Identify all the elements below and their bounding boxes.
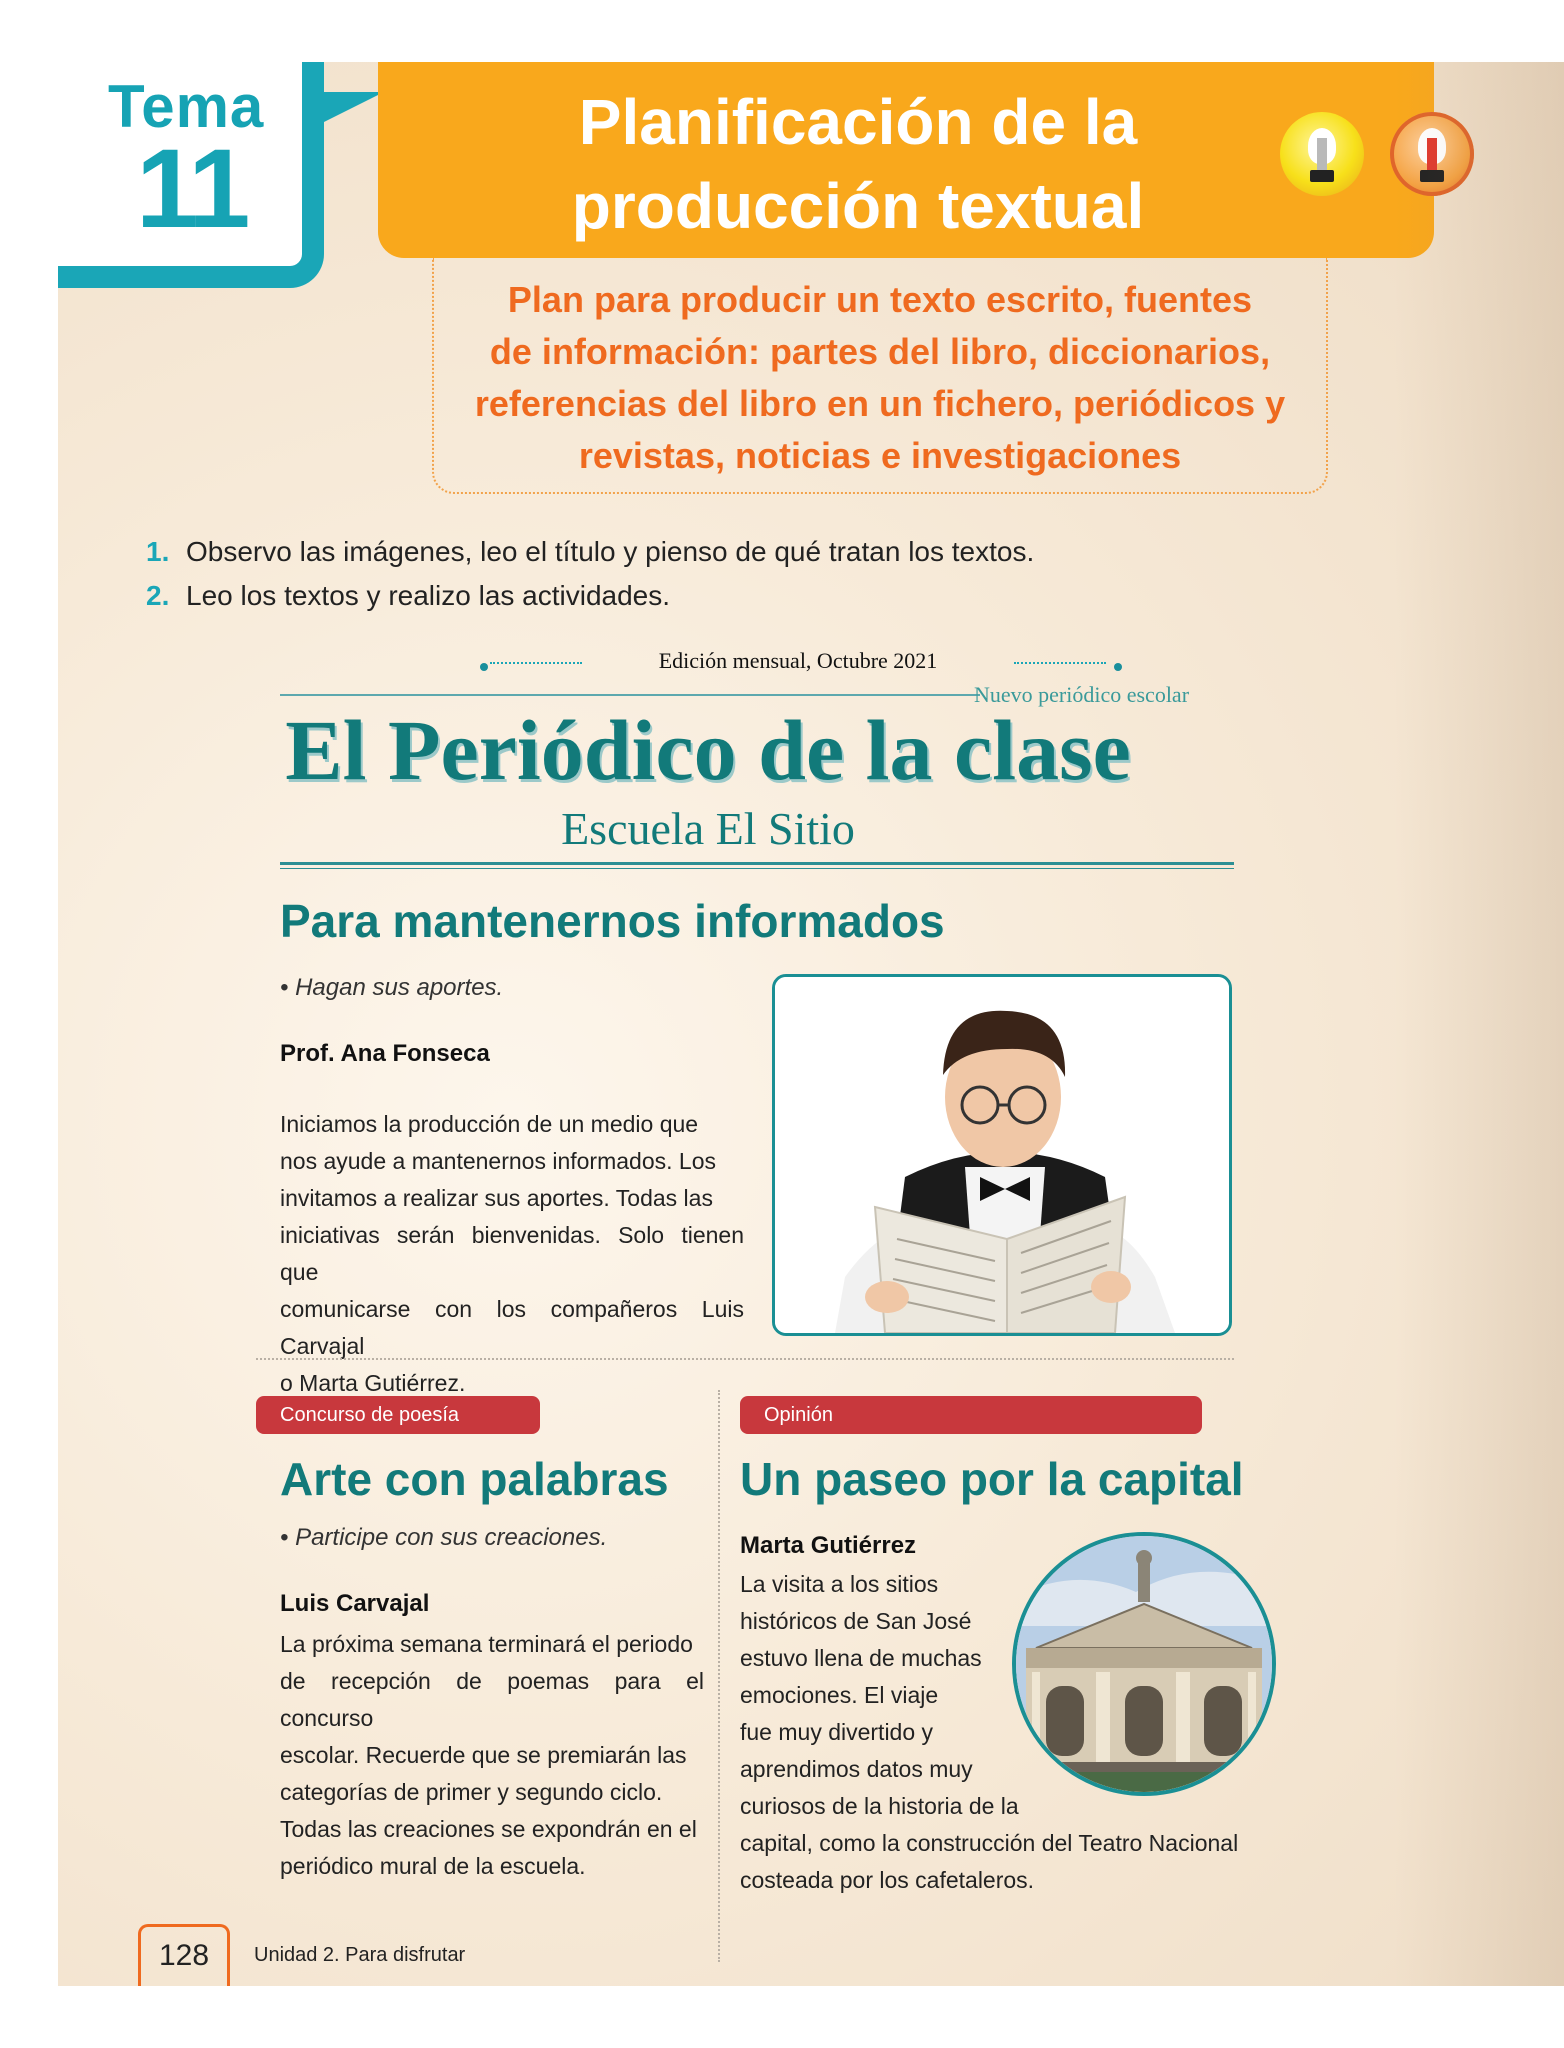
instruction-text: Leo los textos y realizo las actividades. bbox=[186, 580, 671, 611]
article-heading: Para mantenernos informados bbox=[280, 895, 945, 947]
body-line: comunicarse con los compañeros Luis Carvajal bbox=[280, 1296, 744, 1359]
poetry-heading: Arte con palabras bbox=[280, 1453, 669, 1505]
school-name: Escuela El Sitio bbox=[561, 803, 855, 854]
header-rule bbox=[280, 694, 980, 696]
tema-label: Tema bbox=[108, 73, 265, 140]
body-line: Todas las creaciones se expondrán en el bbox=[280, 1816, 697, 1842]
article-author: Prof. Ana Fonseca bbox=[280, 1040, 490, 1067]
theater-photo bbox=[1012, 1532, 1276, 1796]
page-number: 128 bbox=[138, 1924, 230, 1986]
subtitle bbox=[464, 274, 1296, 482]
boy-reading-photo bbox=[772, 974, 1232, 1336]
subtitle-line: revistas, noticias e investigaciones bbox=[578, 435, 1182, 476]
edition-dot-right bbox=[1114, 663, 1122, 671]
body-line: nos ayude a mantenernos informados. Los bbox=[280, 1148, 716, 1174]
body-line: de recepción de poemas para el concurso bbox=[280, 1668, 704, 1731]
body-line: La próxima semana terminará el periodo bbox=[280, 1631, 693, 1657]
opinion-tag: Opinión bbox=[740, 1396, 1202, 1434]
tema-number: 11 bbox=[136, 126, 247, 251]
lightbulb-icon bbox=[1280, 112, 1364, 196]
title-banner bbox=[378, 62, 1434, 258]
poetry-bullet-text: Participe con sus creaciones. bbox=[295, 1524, 608, 1551]
subtitle-line: de información: partes del libro, diccionarios, bbox=[489, 331, 1271, 372]
edition-label: Edición mensual, Octubre 2021 bbox=[478, 648, 1118, 674]
instruction-item bbox=[146, 574, 1034, 618]
opinion-heading: Un paseo por la capital bbox=[740, 1453, 1244, 1505]
instruction-number: 1. bbox=[146, 536, 170, 567]
article-bullet-text: Hagan sus aportes. bbox=[295, 974, 504, 1001]
page-title bbox=[508, 80, 1208, 248]
body-line: emociones. El viaje bbox=[740, 1682, 939, 1708]
article-bullet: • Hagan sus aportes. bbox=[280, 974, 504, 1001]
body-line: categorías de primer y segundo ciclo. bbox=[280, 1779, 663, 1805]
body-line: aprendimos datos muy bbox=[740, 1756, 973, 1782]
poetry-author: Luis Carvajal bbox=[280, 1590, 430, 1617]
masthead-rule-thin bbox=[280, 868, 1234, 869]
instruction-item bbox=[146, 530, 1034, 574]
newspaper-tagline: Nuevo periódico escolar bbox=[974, 682, 1190, 707]
badge-connector bbox=[324, 92, 384, 122]
subtitle-box bbox=[432, 258, 1328, 494]
body-line: históricos de San José bbox=[740, 1608, 972, 1634]
body-line: periódico mural de la escuela. bbox=[280, 1853, 586, 1879]
body-line: curiosos de la historia de la bbox=[740, 1793, 1019, 1819]
section-divider bbox=[256, 1358, 1234, 1360]
lightbulb-pencil-icon bbox=[1390, 112, 1474, 196]
tema-badge bbox=[58, 62, 324, 288]
body-line: La visita a los sitios bbox=[740, 1571, 939, 1597]
title-line: Planificación de la bbox=[578, 86, 1138, 158]
textbook-page bbox=[58, 62, 1564, 1986]
body-line: costeada por los cafetaleros. bbox=[740, 1867, 1035, 1893]
newspaper-title: El Periódico de la clase bbox=[285, 702, 1131, 798]
title-line: producción textual bbox=[571, 170, 1145, 242]
subtitle-line: Plan para producir un texto escrito, fuentes bbox=[507, 279, 1253, 320]
body-line: escolar. Recuerde que se premiarán las bbox=[280, 1742, 687, 1768]
body-line: iniciativas serán bienvenidas. Solo tienen que bbox=[280, 1222, 744, 1285]
body-line: capital, como la construcción del Teatro Nacional bbox=[740, 1830, 1239, 1856]
body-line: fue muy divertido y bbox=[740, 1719, 934, 1745]
instruction-number: 2. bbox=[146, 580, 170, 611]
column-divider bbox=[718, 1390, 720, 1962]
instruction-text: Observo las imágenes, leo el título y pienso de qué tratan los textos. bbox=[186, 536, 1035, 567]
instructions-list bbox=[146, 530, 1034, 618]
subtitle-line: referencias del libro en un fichero, periódicos y bbox=[474, 383, 1286, 424]
body-line: invitamos a realizar sus aportes. Todas las bbox=[280, 1185, 713, 1211]
body-line: o Marta Gutiérrez. bbox=[280, 1370, 466, 1396]
body-line: estuvo llena de muchas bbox=[740, 1645, 982, 1671]
opinion-author: Marta Gutiérrez bbox=[740, 1532, 917, 1559]
body-line: Iniciamos la producción de un medio que bbox=[280, 1111, 699, 1137]
masthead-rule bbox=[280, 862, 1234, 865]
unit-label: Unidad 2. Para disfrutar bbox=[254, 1944, 466, 1966]
poetry-tag: Concurso de poesía bbox=[256, 1396, 540, 1434]
poetry-bullet: • Participe con sus creaciones. bbox=[280, 1524, 608, 1551]
poetry-body bbox=[280, 1626, 704, 1885]
